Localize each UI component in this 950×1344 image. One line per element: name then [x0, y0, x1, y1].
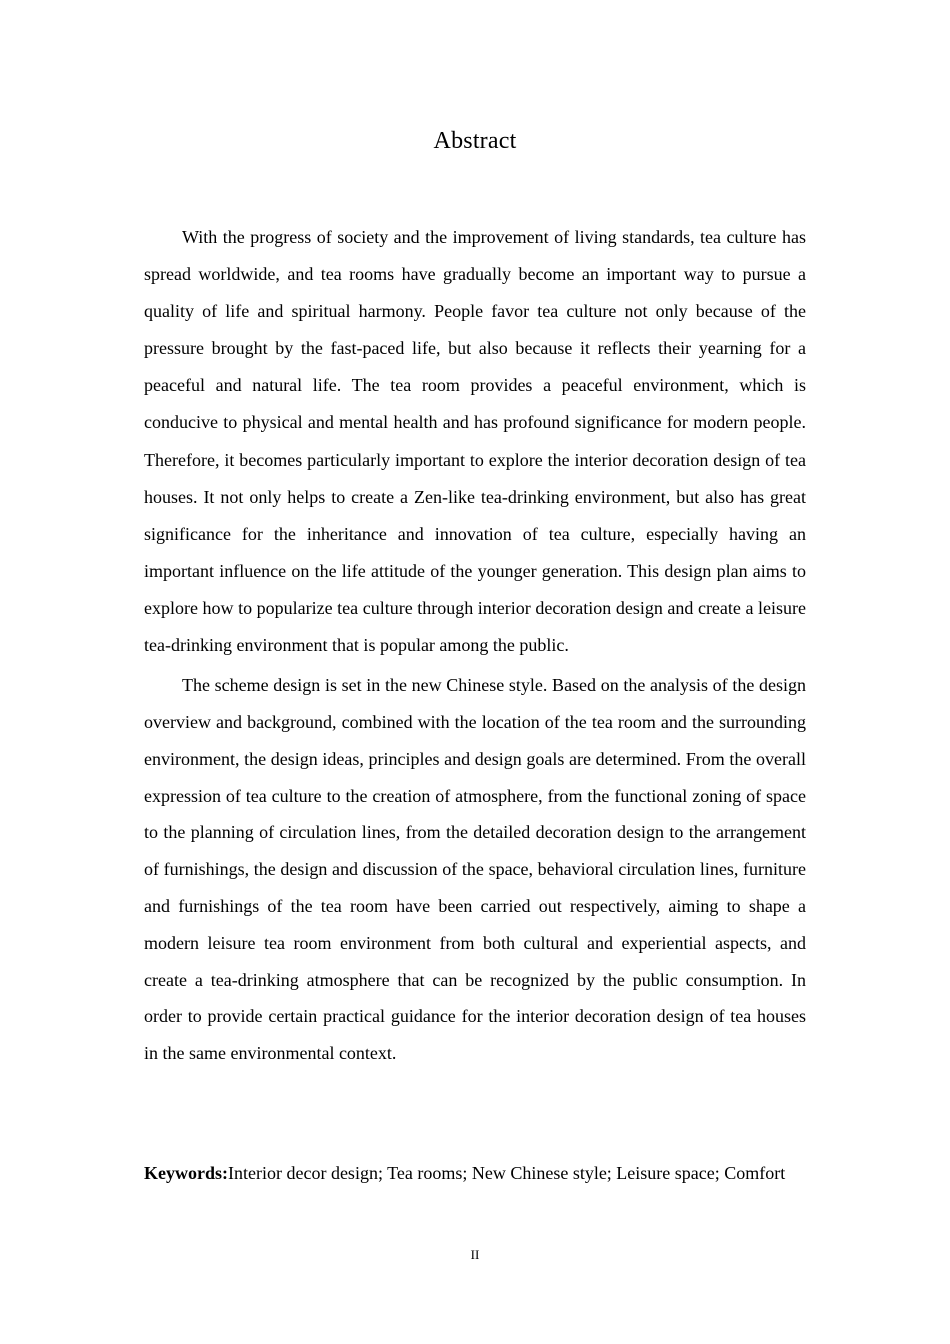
keywords-label: Keywords:	[144, 1163, 228, 1183]
abstract-paragraph-2: The scheme design is set in the new Chinese style. Based on the analysis of the design overview and background, combined with the location of the tea room and the surrounding environment, the design ideas, principles and design goals are determined. From the overall expression of tea culture to the creation of atmosphere, from the functional zoning of space to the planning of circulation lines, from the detailed decoration design to the arrangement of furnishings, the design and discussion of the space, behavioral circulation lines, furniture and furnishings of the tea room have been carried out respectively, aiming to shape a modern leisure tea room environment from both cultural and experiential aspects, and create a tea-drinking atmosphere that can be recognized by the public consumption. In order to provide certain practical guidance for the interior decoration design of tea houses in the same environmental context.	[144, 675, 806, 1064]
abstract-body	[144, 219, 806, 1072]
page-number: II	[470, 1247, 480, 1262]
keywords-text: Interior decor design; Tea rooms; New Chinese style; Leisure space; Comfort	[228, 1163, 786, 1183]
abstract-paragraph-1: With the progress of society and the improvement of living standards, tea culture has spread worldwide, and tea rooms have gradually become an important way to pursue a quality of life and spiritual harmony. People favor tea culture not only because of the pressure brought by the fast-paced life, but also because it reflects their yearning for a peaceful and natural life. The tea room provides a peaceful environment, which is conducive to physical and mental health and has profound significance for modern people. Therefore, it becomes particularly important to explore the interior decoration design of tea houses. It not only helps to create a Zen-like tea-drinking environment, but also has great significance for the inheritance and innovation of tea culture, especially having an important influence on the life attitude of the younger generation. This design plan aims to explore how to popularize tea culture through interior decoration design and create a leisure tea-drinking environment that is popular among the public.	[144, 227, 806, 656]
keywords-line	[144, 1156, 806, 1190]
abstract-title: Abstract	[433, 128, 517, 154]
